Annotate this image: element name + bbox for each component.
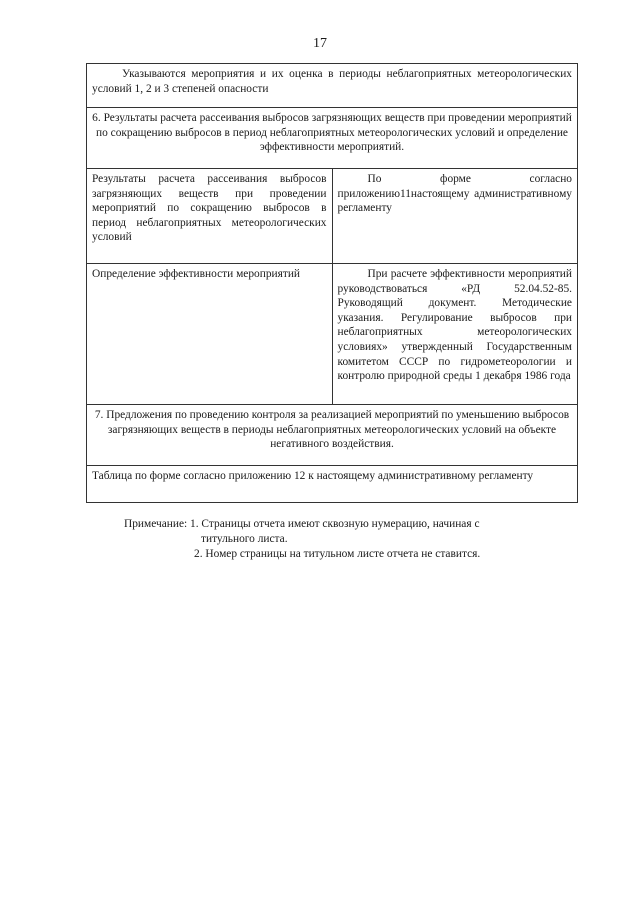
table-row (87, 108, 578, 169)
section-6-heading: 6. Результаты расчета рассеивания выбросов загрязняющих веществ при проведении мероприятий по сокращению выбросов в период неблагоприятных метеорологических условий и определение эффективности мероприятий. (87, 108, 578, 169)
note-line-2: титульного листа. (201, 533, 288, 545)
table-row (87, 264, 578, 405)
page-number: 17 (313, 36, 327, 51)
table-row (87, 64, 578, 108)
dispersion-results-form: По форме согласно приложению11настоящему административному регламенту (332, 169, 578, 264)
measures-description-cell: Указываются мероприятия и их оценка в периоды неблагоприятных метеорологических условий 1, 2 и 3 степеней опасности (87, 64, 578, 108)
dispersion-results-label: Результаты расчета рассеивания выбросов загрязняющих веществ при проведении мероприятий по сокращению выбросов в период неблагоприятных метеорологических условий (87, 169, 333, 264)
report-structure-table (86, 63, 578, 503)
note-line-1: Примечание: 1. Страницы отчета имеют сквозную нумерацию, начиная с (124, 518, 480, 530)
table-row (87, 169, 578, 264)
efficiency-label: Определение эффективности мероприятий (87, 264, 333, 405)
footnote (124, 517, 544, 562)
efficiency-guidance: При расчете эффективности мероприятий руководствоваться «РД 52.04.52-85. Руководящий документ. Методические указания. Регулирование выбросов при неблагоприятных метеорологических условиях» утвержденный Государственным комитетом СССР по гидрометеорологии и контролю природной среды 1 декабря 1986 года (332, 264, 578, 405)
table-row (87, 405, 578, 466)
table-form-reference: Таблица по форме согласно приложению 12 к настоящему административному регламенту (87, 466, 578, 503)
table-row (87, 466, 578, 503)
note-line-3: 2. Номер страницы на титульном листе отчета не ставится. (194, 548, 481, 560)
section-7-heading: 7. Предложения по проведению контроля за реализацией мероприятий по уменьшению выбросов загрязняющих веществ в периоды неблагоприятных метеорологических условий на объекте негативного воздействия. (87, 405, 578, 466)
